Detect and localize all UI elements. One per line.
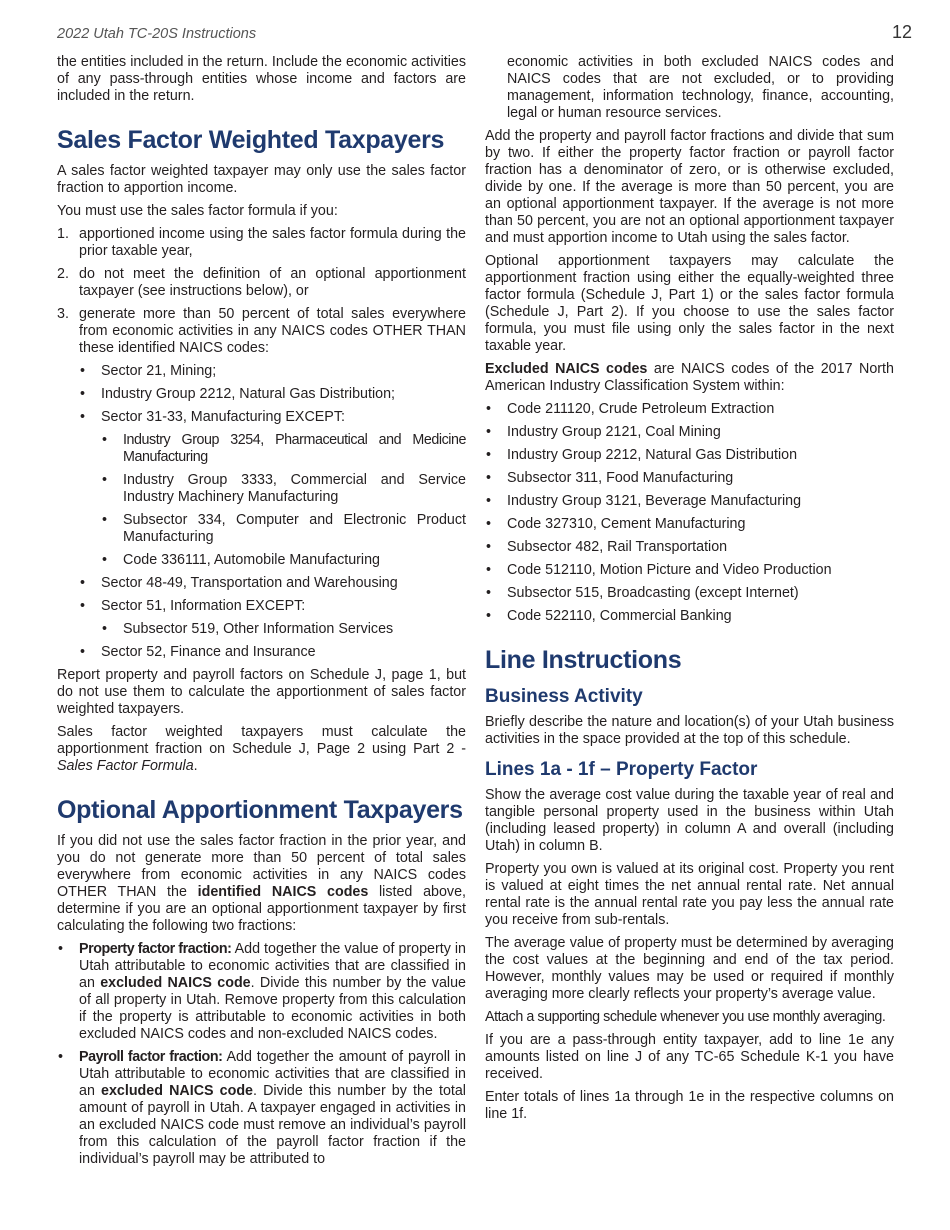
naics-bullet-list-2 bbox=[57, 575, 466, 615]
naics-bullet-list-3 bbox=[57, 644, 466, 661]
list-item: • Industry Group 3333, Commercial and Service Industry Machinery Manufacturing bbox=[102, 472, 466, 505]
manufacturing-exceptions-list bbox=[57, 432, 466, 569]
list-item: • Sector 52, Finance and Insurance bbox=[80, 644, 316, 660]
property-factor-paragraph-3: The average value of property must be determined by averaging the cost values at the beginning and end of the tax period. However, monthly values may be used or required if monthly averaging more clearly reflects your property’s average value. bbox=[485, 935, 894, 1002]
property-factor-paragraph-2: Property you own is valued at its original cost. Property you rent is valued at eight times the net annual rental rate. Net annual rental rate is the annual rental rate you pay less the annual rate you receive from sub-rentals. bbox=[485, 861, 894, 928]
sfwt-paragraph-4: Sales factor weighted taxpayers must calculate the apportionment fraction on Schedule J, Page 2 using Part 2 - Sales Factor Formula. bbox=[57, 724, 466, 774]
business-activity-text: Briefly describe the nature and location(s) of your Utah business activities in the space provided at the top of this schedule. bbox=[485, 714, 894, 747]
oat-paragraph-1: If you did not use the sales factor fraction in the prior year, and you do not generate more than 50 percent of total sales everywhere from economic activities in any NAICS codes OTHER THAN the identified NAICS codes listed above, determine if you are an optional apportionment taxpayer by first calculating the following two fractions: bbox=[57, 833, 466, 934]
right-paragraph-2: Optional apportionment taxpayers may calculate the apportionment fraction using either the equally-weighted three factor formula (Schedule J, Part 1) or the sales factor formula (Schedule J, Part 2). If you choose to use the sales factor formula, you must file using only the sales factor in the next taxable year. bbox=[485, 253, 894, 354]
list-item: • Industry Group 3254, Pharmaceutical and Medicine Manufacturing bbox=[102, 432, 466, 465]
property-factor-paragraph-6: Enter totals of lines 1a through 1e in the respective columns on line 1f. bbox=[485, 1089, 894, 1122]
sfwt-paragraph-3: Report property and payroll factors on Schedule J, page 1, but do not use them to calculate the apportionment of sales factor weighted taxpayers. bbox=[57, 667, 466, 717]
list-item: • Sector 21, Mining; bbox=[80, 363, 217, 379]
list-item: • Code 336111, Automobile Manufacturing bbox=[102, 552, 380, 568]
payroll-continuation: economic activities in both excluded NAICS codes and NAICS codes that are not excluded, or to providing management, information technology, finance, accounting, legal or human resource services. bbox=[507, 54, 894, 121]
property-factor-paragraph-1: Show the average cost value during the taxable year of real and tangible personal property used in the business within Utah (including leased property) in column A and overall (including Utah) in column B. bbox=[485, 787, 894, 854]
business-activity-heading: Business Activity bbox=[485, 686, 643, 707]
excluded-naics-paragraph: Excluded NAICS codes are NAICS codes of the 2017 North American Industry Classification System within: bbox=[485, 361, 894, 394]
list-item: • Subsector 519, Other Information Services bbox=[102, 621, 394, 637]
list-item: • Subsector 311, Food Manufacturing bbox=[486, 470, 734, 486]
property-factor-paragraph-4: Attach a supporting schedule whenever you use monthly averaging. bbox=[485, 1009, 886, 1025]
sales-factor-heading: Sales Factor Weighted Taxpayers bbox=[57, 126, 445, 154]
list-item: • Industry Group 2212, Natural Gas Distribution; bbox=[80, 386, 396, 402]
list-item: • Property factor fraction: Add together the value of property in Utah attributable to economic activities that are classified in an excluded NAICS code. Divide this number by the value of all property in Utah. Remove property from this calculation if the property is attributable to economic activities in both excluded NAICS codes and non-excluded NAICS codes. bbox=[58, 941, 467, 1042]
right-paragraph-1: Add the property and payroll factor fractions and divide that sum by two. If either the property factor fraction or payroll factor fraction has a denominator of zero, or is otherwise excluded, divide by one. If the average is more than 50 percent, you are an optional apportionment taxpayer. If the average is not more than 50 percent, you are not an optional apportionment taxpayer and must apportion income to Utah using the sales factor. bbox=[485, 128, 894, 246]
list-item: 1. apportioned income using the sales factor formula during the prior taxable year, bbox=[57, 226, 466, 259]
property-factor-paragraph-5: If you are a pass-through entity taxpayer, add to line 1e any amounts listed on line J of any TC-65 Schedule K-1 you have received. bbox=[485, 1032, 894, 1082]
document-header-title: 2022 Utah TC-20S Instructions bbox=[57, 26, 257, 42]
list-item: • Code 211120, Crude Petroleum Extraction bbox=[486, 401, 775, 417]
list-item: • Code 327310, Cement Manufacturing bbox=[486, 516, 746, 532]
optional-apportionment-heading: Optional Apportionment Taxpayers bbox=[57, 796, 463, 824]
list-item: • Industry Group 2212, Natural Gas Distribution bbox=[486, 447, 798, 463]
list-item: • Code 512110, Motion Picture and Video Production bbox=[486, 562, 832, 578]
list-item: 3. generate more than 50 percent of total sales everywhere from economic activities in any NAICS codes OTHER THAN these identified NAICS codes: bbox=[57, 306, 466, 356]
list-item: • Code 522110, Commercial Banking bbox=[486, 608, 732, 624]
sfwt-paragraph-2: You must use the sales factor formula if you: bbox=[57, 203, 338, 219]
list-item: • Sector 51, Information EXCEPT: bbox=[80, 598, 306, 614]
list-item: • Industry Group 2121, Coal Mining bbox=[486, 424, 721, 440]
page-number: 12 bbox=[891, 22, 912, 42]
list-item: • Subsector 482, Rail Transportation bbox=[486, 539, 728, 555]
naics-bullet-list bbox=[57, 363, 466, 426]
fraction-bullet-list bbox=[57, 941, 466, 1168]
sfwt-paragraph-1: A sales factor weighted taxpayer may only use the sales factor fraction to apportion income. bbox=[57, 163, 466, 196]
list-item: • Industry Group 3121, Beverage Manufacturing bbox=[486, 493, 802, 509]
excluded-codes-list bbox=[485, 401, 894, 625]
list-item: • Sector 48-49, Transportation and Warehousing bbox=[80, 575, 398, 591]
intro-paragraph: the entities included in the return. Include the economic activities of any pass-through entities whose income and factors are included in the return. bbox=[57, 54, 466, 104]
sfwt-numbered-list bbox=[57, 226, 466, 357]
list-item: • Payroll factor fraction: Add together the amount of payroll in Utah attributable to economic activities that are classified in an excluded NAICS code. Divide this number by the total amount of payroll in Utah. A taxpayer engaged in activities in an excluded NAICS code must remove an individual’s payroll from this calculation of the payroll factor fraction if the individual’s payroll may be attributed to bbox=[58, 1049, 466, 1167]
list-item: • Subsector 515, Broadcasting (except Internet) bbox=[486, 585, 799, 601]
left-column bbox=[57, 54, 466, 1174]
list-item: 2. do not meet the definition of an optional apportionment taxpayer (see instructions below), or bbox=[57, 266, 466, 299]
line-instructions-heading: Line Instructions bbox=[485, 646, 682, 674]
list-item: • Sector 31-33, Manufacturing EXCEPT: bbox=[80, 409, 345, 425]
information-exceptions-list bbox=[57, 621, 466, 638]
right-column bbox=[485, 54, 894, 1129]
list-item: • Subsector 334, Computer and Electronic Product Manufacturing bbox=[102, 512, 466, 545]
property-factor-heading: Lines 1a - 1f – Property Factor bbox=[485, 759, 758, 780]
